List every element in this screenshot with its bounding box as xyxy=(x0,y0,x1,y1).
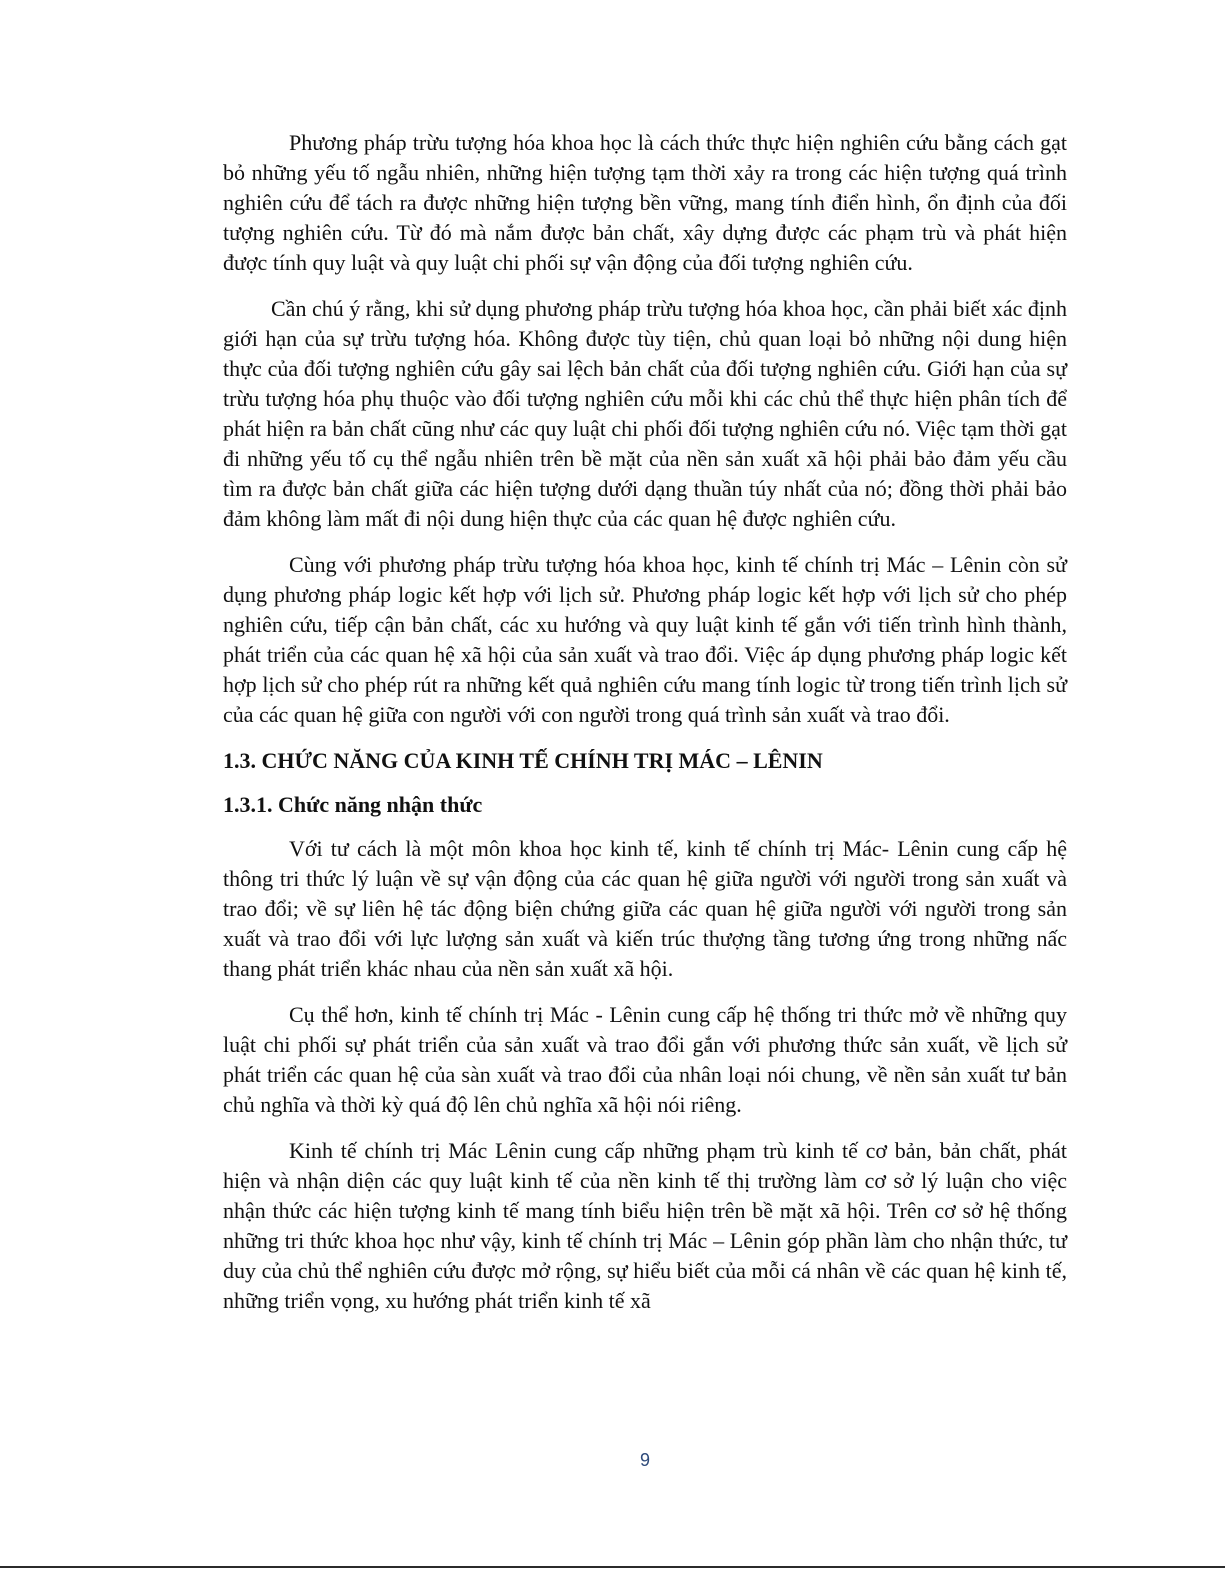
paragraph-logic-history-method: Cùng với phương pháp trừu tượng hóa khoa học, kinh tế chính trị Mác – Lênin còn sử dụng phương pháp logic kết hợp với lịch sử. Phương pháp logic kết hợp với lịch sử cho phép nghiên cứu, tiếp cận bản chất, các xu hướng và quy luật kinh tế gắn với tiến trình hình thành, phát triển của các quan hệ xã hội của sản xuất và trao đổi. Việc áp dụng phương pháp logic kết hợp lịch sử cho phép rút ra những kết quả nghiên cứu mang tính logic từ trong tiến trình lịch sử của các quan hệ giữa con người với con người trong quá trình sản xuất và trao đổi. xyxy=(223,552,1067,727)
bottom-divider xyxy=(0,1566,1225,1568)
paragraph-cognitive-function-2: Cụ thể hơn, kinh tế chính trị Mác - Lênin cung cấp hệ thống tri thức mở về những quy luật chi phối sự phát triển của sản xuất và trao đổi gắn với phương thức sản xuất, về lịch sử phát triển các quan hệ của sàn xuất và trao đổi của nhân loại nói chung, về nền sản xuất tư bản chủ nghĩa và thời kỳ quá độ lên chủ nghĩa xã hội nói riêng. xyxy=(223,1002,1067,1117)
paragraph-cognitive-function-1: Với tư cách là một môn khoa học kinh tế, kinh tế chính trị Mác- Lênin cung cấp hệ thông tri thức lý luận về sự vận động của các quan hệ giữa người với người trong sản xuất và trao đổi; về sự liên hệ tác động biện chứng giữa các quan hệ giữa người với người trong sản xuất và trao đổi với lực lượng sản xuất và kiến trúc thượng tầng tương ứng trong những nấc thang phát triển khác nhau của nền sản xuất xã hội. xyxy=(223,836,1067,981)
paragraph-cognitive-function-3: Kinh tế chính trị Mác Lênin cung cấp những phạm trù kinh tế cơ bản, bản chất, phát hiện và nhận diện các quy luật kinh tế của nền kinh tế thị trường làm cơ sở lý luận cho việc nhận thức các hiện tượng kinh tế mang tính biểu hiện trên bề mặt xã hội. Trên cơ sở hệ thống những tri thức khoa học như vậy, kinh tế chính trị Mác – Lênin góp phần làm cho nhận thức, tư duy của chủ thể nghiên cứu được mở rộng, sự hiểu biết của mỗi cá nhân về các quan hệ kinh tế, những triển vọng, xu hướng phát triển kinh tế xã xyxy=(223,1138,1067,1313)
page-body xyxy=(223,128,1067,1332)
paragraph-abstraction-limits: Cần chú ý rằng, khi sử dụng phương pháp trừu tượng hóa khoa học, cần phải biết xác định giới hạn của sự trừu tượng hóa. Không được tùy tiện, chủ quan loại bỏ những nội dung hiện thực của đối tượng nghiên cứu gây sai lệch bản chất của đối tượng nghiên cứu. Giới hạn của sự trừu tượng hóa phụ thuộc vào đối tượng nghiên cứu mỗi khi các chủ thể thực hiện phân tích để phát hiện ra bản chất cũng như các quy luật chi phối đối tượng nghiên cứu nó. Việc tạm thời gạt đi những yếu tố cụ thể ngẫu nhiên trên bề mặt của nền sản xuất xã hội phải bảo đảm yếu cầu tìm ra được bản chất giữa các hiện tượng dưới dạng thuần túy nhất của nó; đồng thời phải bảo đảm không làm mất đi nội dung hiện thực của các quan hệ được nghiên cứu. xyxy=(223,296,1067,531)
page-number: 9 xyxy=(639,1450,650,1470)
subsection-heading: 1.3.1. Chức năng nhận thức xyxy=(223,792,483,817)
section-heading: 1.3. CHỨC NĂNG CỦA KINH TẾ CHÍNH TRỊ MÁC – LÊNIN xyxy=(223,748,823,773)
paragraph-abstraction-method: Phương pháp trừu tượng hóa khoa học là cách thức thực hiện nghiên cứu bằng cách gạt bỏ những yếu tố ngẫu nhiên, những hiện tượng tạm thời xảy ra trong các hiện tượng quá trình nghiên cứu để tách ra được những hiện tượng bền vững, mang tính điển hình, ổn định của đối tượng nghiên cứu. Từ đó mà nắm được bản chất, xây dựng được các phạm trù và phát hiện được tính quy luật và quy luật chi phối sự vận động của đối tượng nghiên cứu. xyxy=(223,130,1067,275)
